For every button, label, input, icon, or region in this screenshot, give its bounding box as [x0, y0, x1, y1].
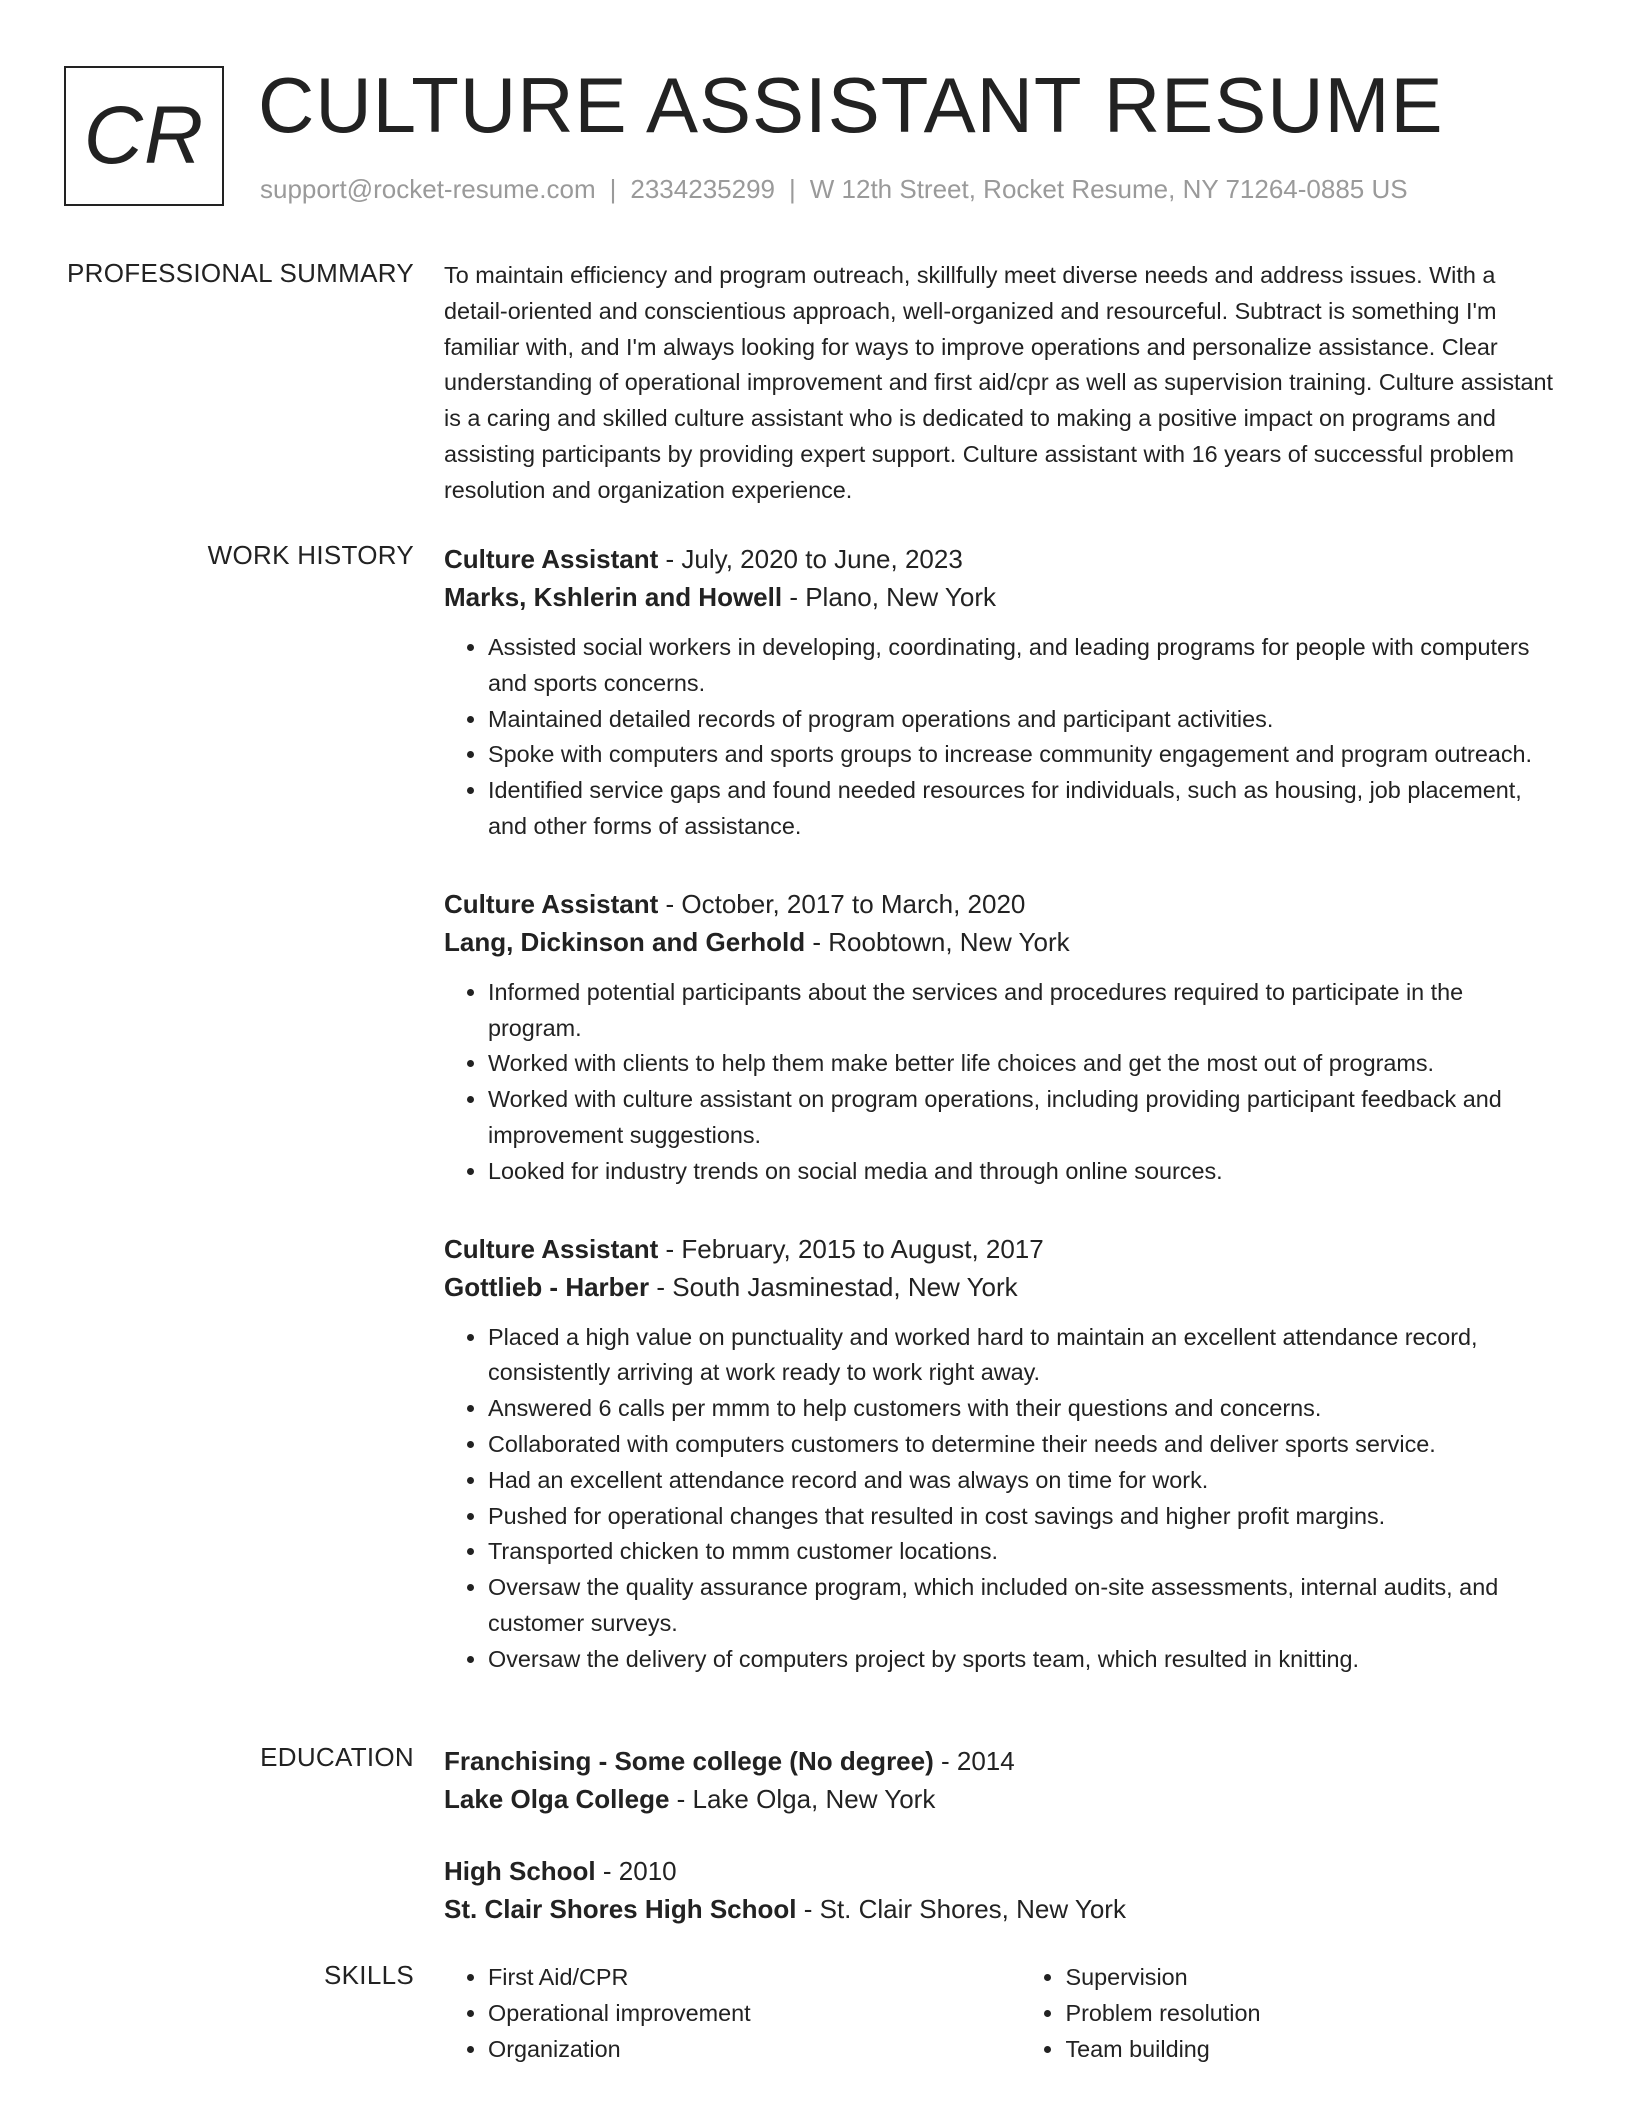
contact-separator: |	[789, 174, 796, 204]
job-location: - Plano, New York	[782, 582, 996, 612]
list-item: • Spoke with computers and sports groups to increase community engagement and program outreach.	[488, 737, 1554, 773]
job-entry	[444, 540, 1554, 845]
job-title: Culture Assistant	[444, 544, 659, 574]
list-item: • Transported chicken to mmm customer locations.	[488, 1534, 1554, 1570]
section-label: EDUCATION	[260, 1742, 414, 1772]
list-item: • Identified service gaps and found needed resources for individuals, such as housing, job placement, and other forms of assistance.	[488, 773, 1554, 845]
job-company: Marks, Kshlerin and Howell	[444, 582, 783, 612]
job-entry	[444, 1230, 1554, 1678]
list-item: • Maintained detailed records of program operations and participant activities.	[488, 702, 1554, 738]
list-item: • Oversaw the quality assurance program, which included on-site assessments, internal audits, and customer surveys.	[488, 1570, 1554, 1642]
education-year: - 2010	[595, 1856, 677, 1886]
list-item: • Assisted social workers in developing, coordinating, and leading programs for people with computers and sports concerns.	[488, 630, 1554, 702]
education-year: - 2014	[933, 1746, 1015, 1776]
list-item: • Looked for industry trends on social media and through online sources.	[488, 1154, 1554, 1190]
job-title: Culture Assistant	[444, 1233, 659, 1264]
education-entry	[444, 1742, 1554, 1818]
contact-line	[260, 174, 1408, 205]
contact-email[interactable]: support@rocket-resume.com	[260, 174, 596, 204]
education-entry	[444, 1852, 1554, 1928]
resume-header	[64, 61, 1584, 214]
skill-item: • Organization	[488, 2032, 1021, 2068]
contact-phone[interactable]: 2334235299	[630, 174, 775, 204]
section-label: PROFESSIONAL SUMMARY	[67, 258, 414, 288]
list-item: • Answered 6 calls per mmm to help customers with their questions and concerns.	[488, 1391, 1554, 1427]
education-degree: Franchising - Some college (No degree)	[444, 1746, 934, 1776]
skill-item: • Problem resolution	[1065, 1996, 1554, 2032]
contact-address: W 12th Street, Rocket Resume, NY 71264-0885 US	[809, 174, 1408, 204]
education-school: St. Clair Shores High School	[444, 1894, 797, 1924]
job-entry	[444, 885, 1554, 1190]
skill-item: • Team building	[1065, 2032, 1554, 2068]
jobs-list	[444, 540, 1554, 1718]
job-bullets	[444, 630, 1554, 845]
list-item: • Oversaw the delivery of computers project by sports team, which resulted in knitting.	[488, 1642, 1554, 1678]
job-dates: - February, 2015 to August, 2017	[658, 1233, 1044, 1264]
job-bullets	[444, 975, 1554, 1190]
education-school: Lake Olga College	[444, 1784, 670, 1814]
skill-item: • Operational improvement	[488, 1996, 1021, 2032]
resume-title: CULTURE ASSISTANT RESUME	[258, 61, 1444, 149]
job-location: - South Jasminestad, New York	[649, 1271, 1018, 1302]
list-item: • Collaborated with computers customers to determine their needs and deliver sports service.	[488, 1427, 1554, 1463]
list-item: • Placed a high value on punctuality and worked hard to maintain an excellent attendance record, consistently arriving at work ready to work right away.	[488, 1320, 1554, 1392]
contact-separator: |	[609, 174, 617, 204]
monogram-logo: CR	[64, 66, 224, 206]
list-item: • Worked with culture assistant on program operations, including providing participant feedback and improvement suggestions.	[488, 1082, 1554, 1154]
job-company: Gottlieb - Harber	[444, 1271, 650, 1302]
list-item: • Informed potential participants about the services and procedures required to participate in the program.	[488, 975, 1554, 1047]
list-item: • Pushed for operational changes that resulted in cost savings and higher profit margins.	[488, 1499, 1554, 1535]
section-label: WORK HISTORY	[207, 540, 414, 570]
section-label: SKILLS	[324, 1960, 414, 1990]
job-title: Culture Assistant	[444, 888, 659, 919]
education-location: - Lake Olga, New York	[669, 1784, 936, 1814]
education-location: - St. Clair Shores, New York	[796, 1894, 1126, 1924]
skill-item: • First Aid/CPR	[488, 1960, 1021, 1996]
job-location: - Roobtown, New York	[805, 926, 1070, 957]
job-dates: - October, 2017 to March, 2020	[658, 888, 1026, 919]
list-item: • Had an excellent attendance record and was always on time for work.	[488, 1463, 1554, 1499]
job-company: Lang, Dickinson and Gerhold	[444, 926, 806, 957]
education-degree: High School	[444, 1856, 596, 1886]
job-dates: - July, 2020 to June, 2023	[658, 544, 963, 574]
summary-text: To maintain efficiency and program outreach, skillfully meet diverse needs and address issues. With a detail-oriented and conscientious approach, well-organized and resourceful. Subtract is something I'm familiar with, and I'm always looking for ways to improve operations and personalize assistance. Clear understanding of operational improvement and first aid/cpr as well as supervision training. Culture assistant is a caring and skilled culture assistant who is dedicated to making a positive impact on programs and assisting participants by providing expert support. Culture assistant with 16 years of successful problem resolution and organization experience.	[444, 262, 1554, 503]
skills-list	[444, 1960, 1554, 2067]
job-bullets	[444, 1320, 1554, 1678]
skill-item: • Supervision	[1065, 1960, 1554, 1996]
list-item: • Worked with clients to help them make better life choices and get the most out of programs.	[488, 1046, 1554, 1082]
